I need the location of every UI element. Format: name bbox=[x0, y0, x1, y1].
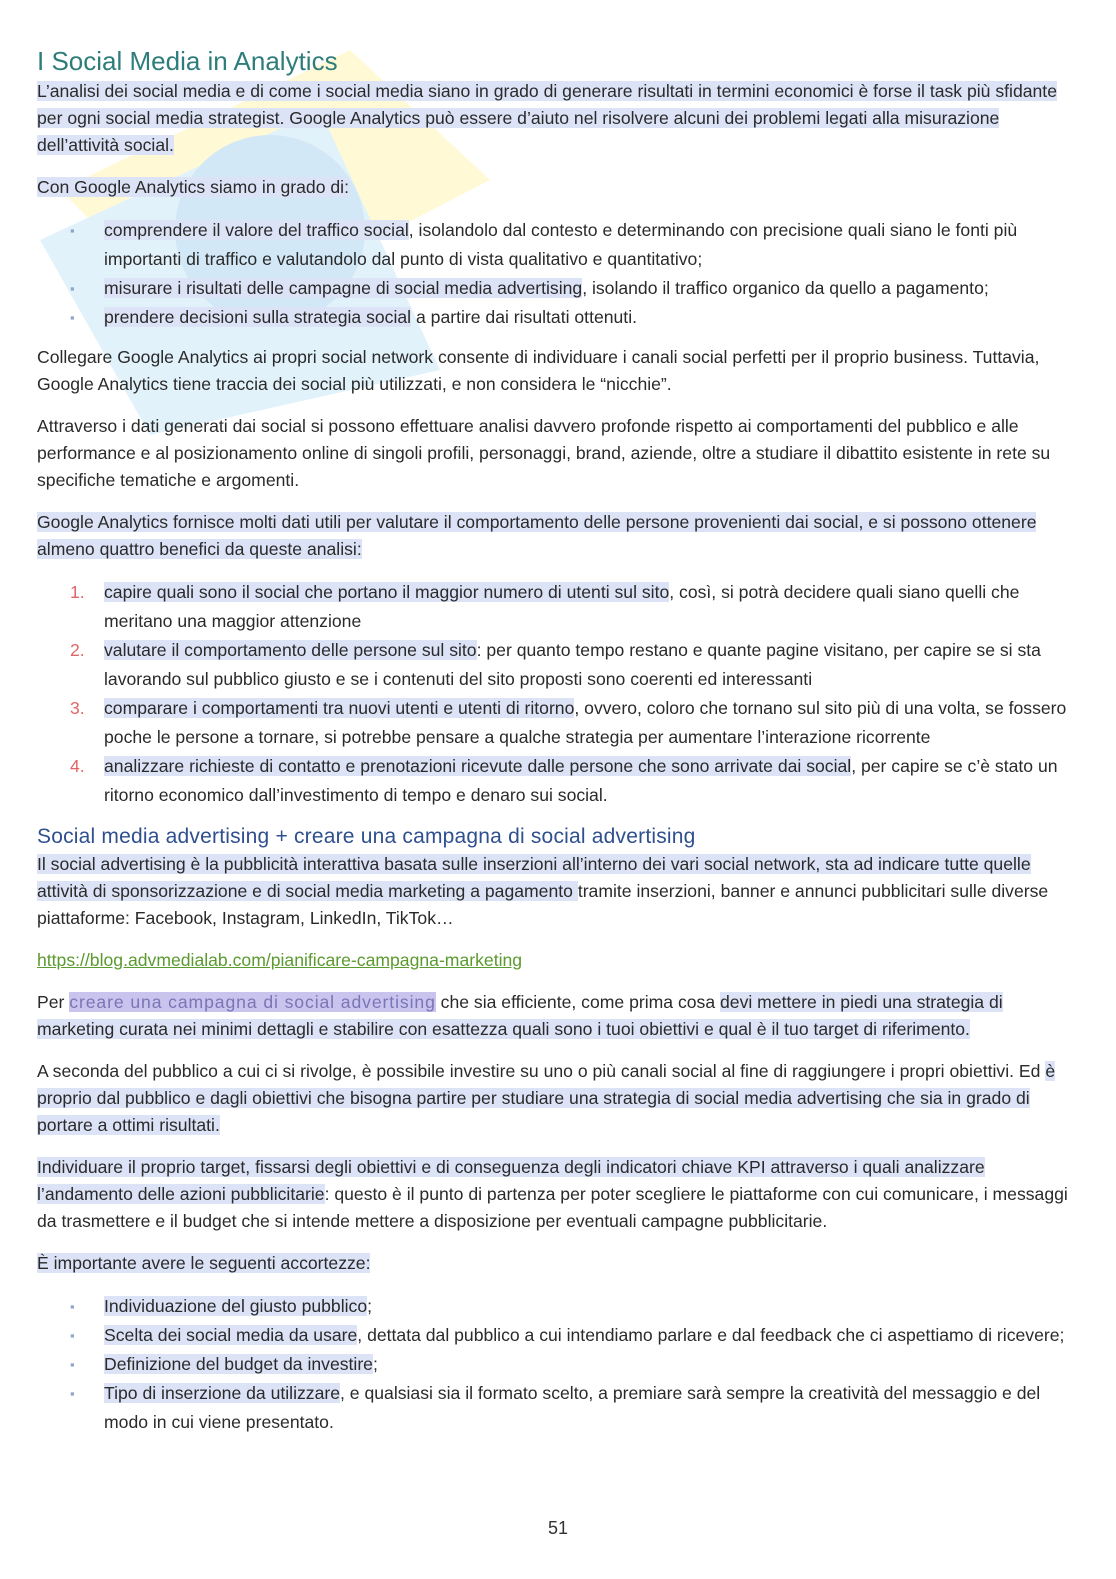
numbered-item-text: : per quanto tempo restano e quante pagine visitano, per capire se si sta lavorando sul pubblico giusto e se i contenuti del sito proposti sono coerenti ed interessanti bbox=[104, 640, 1041, 689]
numbered-item-highlight: capire quali sono il social che portano il maggior numero di utenti sul sito bbox=[104, 582, 670, 602]
with-ga-text: Con Google Analytics siamo in grado di: bbox=[37, 177, 349, 197]
list-item-highlight: comprendere il valore del traffico social bbox=[104, 220, 409, 240]
numbered-item bbox=[37, 694, 1077, 752]
numbered-item bbox=[37, 578, 1077, 636]
target-highlight: Individuare il proprio target, fissarsi degli obiettivi e di conseguenza degli indicatori chiave KPI attraverso i quali analizzare l’andamento delle azioni pubblicitarie bbox=[37, 1157, 985, 1204]
per-paragraph bbox=[37, 989, 1077, 1043]
list-item bbox=[37, 216, 1077, 274]
blog-link[interactable]: https://blog.advmedialab.com/pianificare-campagna-marketing bbox=[37, 950, 523, 970]
list-item-text: ; bbox=[367, 1296, 373, 1316]
list-item bbox=[37, 274, 1077, 303]
benefits-list bbox=[37, 578, 1077, 810]
list-item-text: , dettata dal pubblico a cui intendiamo parlare e dal feedback che ci aspettiamo di ricevere; bbox=[357, 1325, 1065, 1345]
list-item-highlight: misurare i risultati delle campagne di social media advertising bbox=[104, 278, 583, 298]
numbered-item bbox=[37, 752, 1077, 810]
item-number: 4. bbox=[70, 756, 85, 776]
list-item bbox=[37, 1321, 1077, 1350]
numbered-item-text: , per capire se c’è stato un ritorno economico dall’investimento di tempo e denaro sui social. bbox=[104, 756, 1058, 805]
item-number: 2. bbox=[70, 640, 85, 660]
numbered-item bbox=[37, 636, 1077, 694]
list-item-highlight: prendere decisioni sulla strategia social bbox=[104, 307, 412, 327]
bullet-icon: ▪ bbox=[70, 1299, 75, 1314]
with-ga-paragraph bbox=[37, 174, 1077, 201]
per-text-a: Per bbox=[37, 992, 70, 1012]
accortezze-text: È importante avere le seguenti accortezze: bbox=[37, 1253, 371, 1273]
bullet-icon: ▪ bbox=[70, 310, 75, 325]
list-item-highlight: Definizione del budget da investire bbox=[104, 1354, 373, 1374]
bullet-icon: ▪ bbox=[70, 223, 75, 238]
collegare-paragraph: Collegare Google Analytics ai propri social network consente di individuare i canali social perfetti per il proprio business. Tuttavia, Google Analytics tiene traccia dei social più utilizzati, e non considera le “nicchie”. bbox=[37, 347, 1040, 394]
document-page bbox=[37, 44, 1077, 1449]
list-item bbox=[37, 1292, 1077, 1321]
list-item bbox=[37, 303, 1077, 332]
list-item-highlight: Individuazione del giusto pubblico bbox=[104, 1296, 368, 1316]
seconda-text: A seconda del pubblico a cui ci si rivolge, è possibile investire su uno o più canali social al fine di raggiungere i propri obiettivi. Ed bbox=[37, 1061, 1046, 1081]
benefici-paragraph bbox=[37, 509, 1077, 563]
social-adv-text: tramite inserzioni, banner e annunci pubblicitari sulle diverse piattaforme: Facebook, Instagram, LinkedIn, TikTok… bbox=[37, 881, 1049, 928]
list-item-text: ; bbox=[372, 1354, 378, 1374]
per-text-b: che sia efficiente, come prima cosa bbox=[435, 992, 721, 1012]
ga-capabilities-list bbox=[37, 216, 1077, 332]
bullet-icon: ▪ bbox=[70, 1328, 75, 1343]
social-adv-highlight: Il social advertising è la pubblicità interattiva basata sulle inserzioni all’interno dei vari social network, sta ad indicare tutte quelle attività di sponsorizzazione e di social media marketing a pagamento bbox=[37, 854, 1031, 901]
target-paragraph bbox=[37, 1154, 1077, 1235]
section-subtitle: Social media advertising + creare una campagna di social advertising bbox=[37, 825, 696, 848]
list-item-text: , e qualsiasi sia il formato scelto, a premiare sarà sempre la creatività del messaggio e del modo in cui viene presentato. bbox=[104, 1383, 1041, 1432]
list-item bbox=[37, 1350, 1077, 1379]
list-item-highlight: Tipo di inserzione da utilizzare bbox=[104, 1383, 341, 1403]
numbered-item-highlight: comparare i comportamenti tra nuovi utenti e utenti di ritorno bbox=[104, 698, 575, 718]
attraverso-paragraph: Attraverso i dati generati dai social si possono effettuare analisi davvero profonde rispetto ai comportamenti del pubblico e alle performance e al posizionamento online di singoli profili, personaggi, brand, aziende, oltre a studiare il dibattito esistente in rete su specifiche tematiche e argomenti. bbox=[37, 416, 1051, 490]
social-adv-paragraph bbox=[37, 851, 1077, 932]
intro-highlight: L’analisi dei social media e di come i social media siano in grado di generare risultati in termini economici è forse il task più sfidante per ogni social media strategist. Google Analytics può essere d’aiuto nel risolvere alcuni dei problemi legati alla misurazione dell’attività social. bbox=[37, 81, 1057, 155]
page-title: I Social Media in Analytics bbox=[37, 46, 338, 76]
seconda-paragraph bbox=[37, 1058, 1077, 1139]
numbered-item-highlight: valutare il comportamento delle persone sul sito bbox=[104, 640, 477, 660]
list-item-text: , isolando il traffico organico da quello a pagamento; bbox=[582, 278, 989, 298]
numbered-item-text: , così, si potrà decidere quali siano quelli che meritano una maggior attenzione bbox=[104, 582, 1020, 631]
page-number: 51 bbox=[547, 1518, 569, 1538]
item-number: 3. bbox=[70, 698, 85, 718]
list-item-highlight: Scelta dei social media da usare bbox=[104, 1325, 358, 1345]
campaign-link[interactable]: creare una campagna di social advertising bbox=[69, 992, 436, 1012]
list-item bbox=[37, 1379, 1077, 1437]
accortezze-list bbox=[37, 1292, 1077, 1437]
intro-paragraph bbox=[37, 78, 1077, 159]
seconda-highlight: è proprio dal pubblico e dagli obiettivi che bisogna partire per studiare una strategia di social media advertising che sia in grado di portare a ottimi risultati. bbox=[37, 1061, 1056, 1135]
bullet-icon: ▪ bbox=[70, 1357, 75, 1372]
numbered-item-text: , ovvero, coloro che tornano sul sito più di una volta, se fossero poche le persone a tornare, si potrebbe pensare a qualche strategia per aumentare l’interazione ricorrente bbox=[104, 698, 1067, 747]
list-item-text: , isolandolo dal contesto e determinando con precisione quali siano le fonti più importanti di traffico e valutandolo dal punto di vista qualitativo e quantitativo; bbox=[104, 220, 1018, 269]
per-highlight: devi mettere in piedi una strategia di marketing curata nei minimi dettagli e stabilire con esattezza quali sono i tuoi obiettivi e qual è il tuo target di riferimento. bbox=[37, 992, 1003, 1039]
benefici-highlight: Google Analytics fornisce molti dati utili per valutare il comportamento delle persone provenienti dai social, e si possono ottenere almeno quattro benefici da queste analisi: bbox=[37, 512, 1037, 559]
accortezze-paragraph bbox=[37, 1250, 1077, 1277]
target-text: : questo è il punto di partenza per poter scegliere le piattaforme con cui comunicare, i messaggi da trasmettere e il budget che si intende mettere a disposizione per eventuali campagne pubblicitarie. bbox=[37, 1184, 1068, 1231]
numbered-item-highlight: analizzare richieste di contatto e prenotazioni ricevute dalle persone che sono arrivate dai social bbox=[104, 756, 852, 776]
url-paragraph bbox=[37, 947, 1077, 974]
list-item-text: a partire dai risultati ottenuti. bbox=[411, 307, 637, 327]
bullet-icon: ▪ bbox=[70, 1386, 75, 1401]
item-number: 1. bbox=[70, 582, 85, 602]
bullet-icon: ▪ bbox=[70, 281, 75, 296]
